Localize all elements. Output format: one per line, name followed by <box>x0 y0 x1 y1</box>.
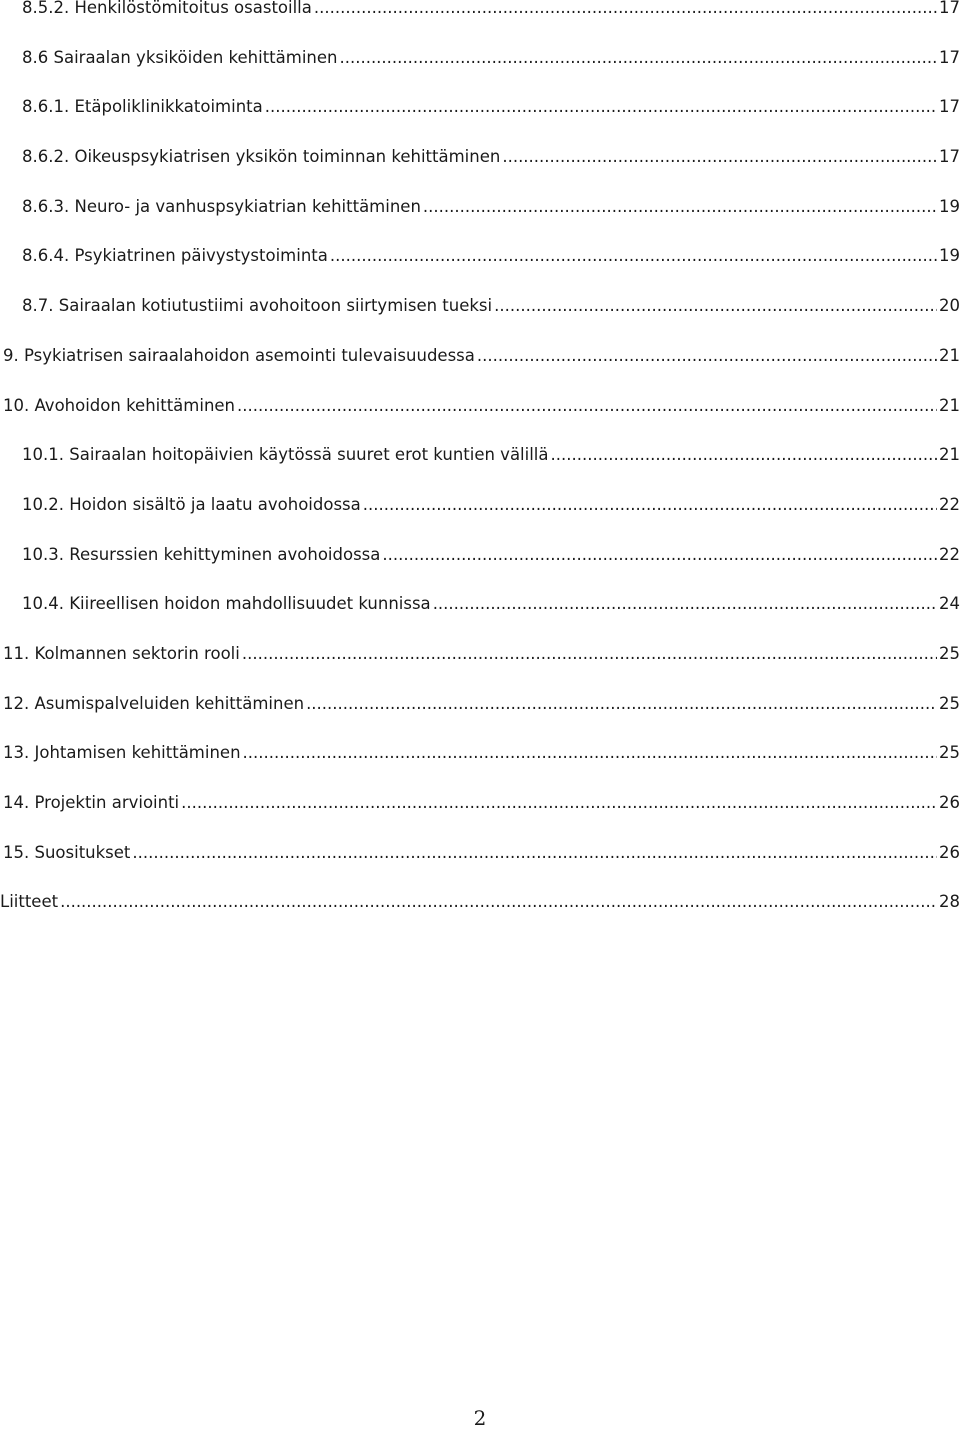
toc-entry[interactable] <box>0 50 960 100</box>
toc-entry-label: 8.7. Sairaalan kotiutustiimi avohoitoon siirtymisen tueksi <box>22 298 493 316</box>
toc-leader-dots <box>330 248 937 265</box>
toc-entry-label: 10. Avohoidon kehittäminen <box>3 397 236 415</box>
toc-entry-page: 26 <box>939 795 960 812</box>
toc-entry-page: 21 <box>939 397 960 415</box>
toc-entry-page: 19 <box>939 248 960 266</box>
toc-entry-page: 22 <box>939 496 960 514</box>
toc-entry-label: 10.4. Kiireellisen hoidon mahdollisuudet kunnissa <box>22 596 431 614</box>
toc-entry[interactable] <box>0 0 960 50</box>
toc-entry-label: 10.1. Sairaalan hoitopäivien käytössä suuret erot kuntien välillä <box>22 447 549 465</box>
toc-entry-page: 17 <box>939 149 960 167</box>
toc-entry-page: 22 <box>939 546 960 564</box>
toc-entry-page: 21 <box>939 347 960 365</box>
toc-entry-label: 14. Projektin arviointi <box>3 795 180 812</box>
toc-entry-page: 21 <box>939 447 960 465</box>
toc-leader-dots <box>243 745 937 762</box>
toc-entry-label: 13. Johtamisen kehittäminen <box>3 745 241 763</box>
toc-entry-label: 11. Kolmannen sektorin rooli <box>3 645 240 663</box>
toc-leader-dots <box>306 696 937 713</box>
toc-leader-dots <box>433 596 937 613</box>
toc-leader-dots <box>382 547 937 564</box>
toc-leader-dots <box>265 99 937 116</box>
toc-entry[interactable] <box>0 447 960 497</box>
toc-leader-dots <box>551 447 937 464</box>
toc-entry-page: 26 <box>939 844 960 862</box>
toc-leader-dots <box>477 348 937 365</box>
toc-entry-page: 25 <box>939 745 960 763</box>
toc-entry-label: 8.6.4. Psykiatrinen päivystystoiminta <box>22 248 328 266</box>
toc-entry[interactable] <box>0 398 960 448</box>
toc-entry-label: 8.5.2. Henkilöstömitoitus osastoilla <box>22 0 312 17</box>
toc-entry[interactable] <box>0 298 960 348</box>
toc-entry-label: 9. Psykiatrisen sairaalahoidon asemointi tulevaisuudessa <box>3 347 475 365</box>
toc-entry-page: 28 <box>939 894 960 912</box>
toc-entry-label: 10.3. Resurssien kehittyminen avohoidossa <box>22 546 381 564</box>
toc-leader-dots <box>314 0 937 17</box>
toc-entry-page: 24 <box>939 596 960 614</box>
toc-entry[interactable] <box>0 497 960 547</box>
toc-entry-page: 25 <box>939 645 960 663</box>
toc-entry-page: 20 <box>939 298 960 316</box>
toc-entry[interactable] <box>0 348 960 398</box>
toc-leader-dots <box>132 845 937 862</box>
toc-entry-page: 25 <box>939 695 960 713</box>
toc-entry[interactable] <box>0 199 960 249</box>
toc-entry[interactable] <box>0 745 960 795</box>
toc-leader-dots <box>339 50 937 67</box>
toc-entry[interactable] <box>0 149 960 199</box>
toc-leader-dots <box>363 497 937 514</box>
toc-entry-label: 8.6 Sairaalan yksiköiden kehittäminen <box>22 49 338 67</box>
toc-entry[interactable] <box>0 248 960 298</box>
toc-entry[interactable] <box>0 894 960 944</box>
toc-leader-dots <box>237 398 937 415</box>
toc-entry-label: 10.2. Hoidon sisältö ja laatu avohoidossa <box>22 496 361 514</box>
toc-leader-dots <box>60 894 937 911</box>
toc-entry-label: 8.6.2. Oikeuspsykiatrisen yksikön toiminnan kehittäminen <box>22 149 501 167</box>
toc-entry[interactable] <box>0 845 960 895</box>
toc-leader-dots <box>494 298 937 315</box>
toc-entry[interactable] <box>0 596 960 646</box>
toc-entry[interactable] <box>0 99 960 149</box>
toc-entry-page: 17 <box>939 0 960 17</box>
toc-entry[interactable] <box>0 547 960 597</box>
toc-entry-label: 12. Asumispalveluiden kehittäminen <box>3 695 305 713</box>
toc-entry-page: 17 <box>939 99 960 117</box>
toc-entry-page: 17 <box>939 49 960 67</box>
toc-entry-label: Liitteet <box>0 894 59 912</box>
toc-entry-label: 8.6.3. Neuro- ja vanhuspsykiatrian kehittäminen <box>22 198 421 216</box>
toc-leader-dots <box>242 646 937 663</box>
toc-entry-label: 8.6.1. Etäpoliklinikkatoiminta <box>22 99 263 117</box>
toc-leader-dots <box>502 149 937 166</box>
toc-entry-page: 19 <box>939 198 960 216</box>
toc-entry[interactable] <box>0 696 960 746</box>
toc-leader-dots <box>181 795 937 812</box>
toc-entry[interactable] <box>0 795 960 845</box>
toc-leader-dots <box>423 199 937 216</box>
toc-entry[interactable] <box>0 646 960 696</box>
toc-entry-label: 15. Suositukset <box>3 844 131 862</box>
page-number: 2 <box>473 1406 487 1430</box>
